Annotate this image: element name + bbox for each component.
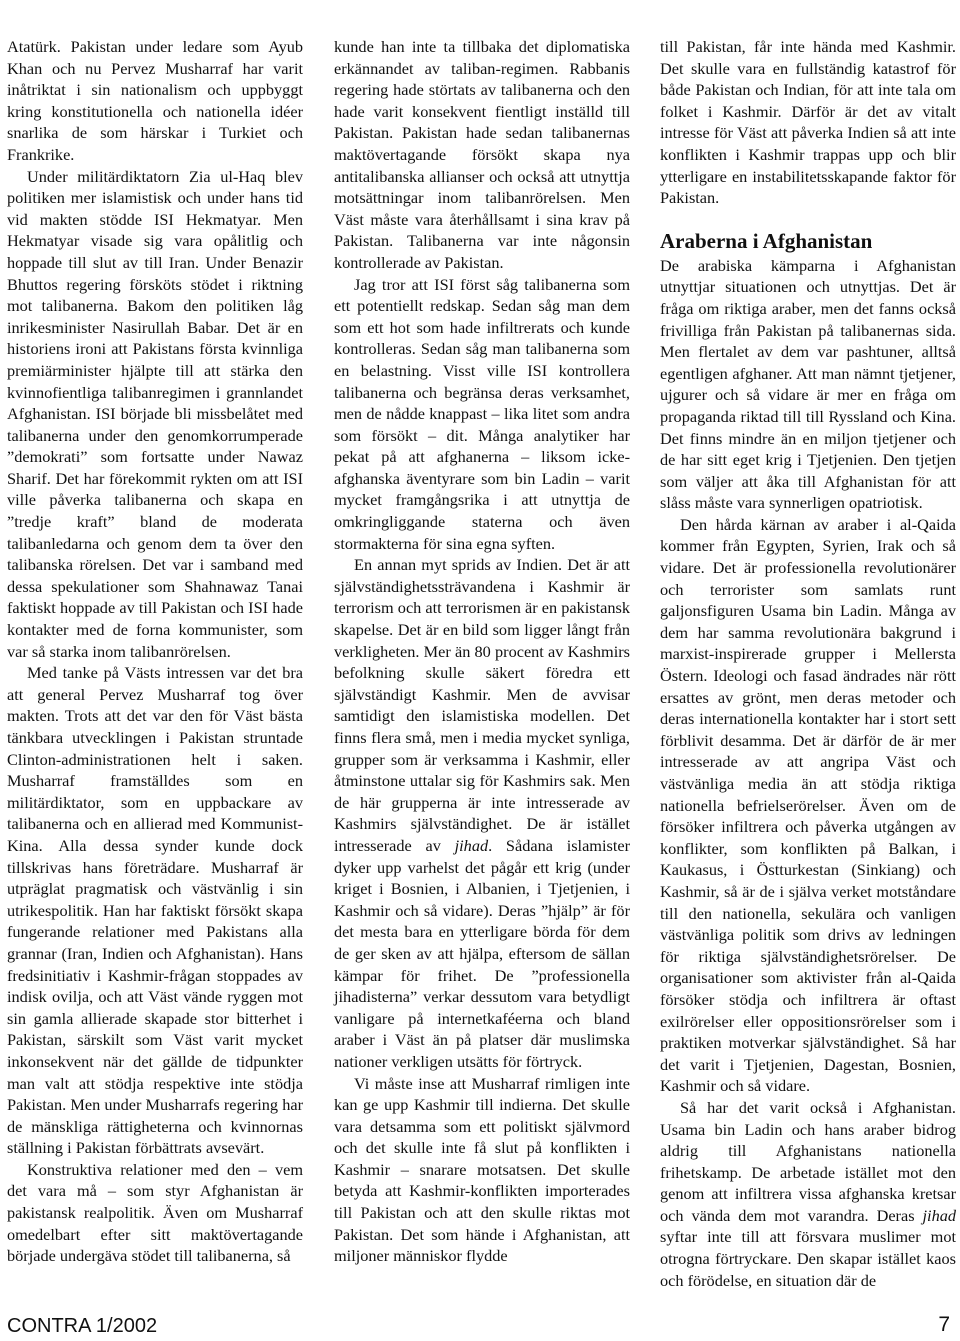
paragraph: kunde han inte ta tillbaka det diplomatiska erkännandet av taliban-regimen. Rabbanis regering hade störtats av talibanerna och den hade varit konsekvent fientligt inställd till Pakistan. Pakistan hade sedan talibanernas maktövertagande försökt skapa nya antitalibanska allianser och också att utnyttja motsättningar inom talibanrörelsen. Men Väst måste vara återhållsamt i sina krav på Pakistan. Talibanerna var inte någonsin kontrollerade av Pakistan. bbox=[334, 37, 630, 272]
paragraph: Under militärdiktatorn Zia ul-Haq blev politiken mer islamistisk och under hans tid vid makten stödde ISI Hekmatyar. Men Hekmatyar visade sig vara opålitlig och hoppade till slut av till Iran. Under Benazir Bhuttos regering försköts stödet i riktning mot talibanerna. Bakom den politiken låg inrikesminister Nasirullah Babar. Det är en historiens ironi att Pakistans första kvinnliga premiärminister hjälpte till att stärka den kvinnofientliga talibanregimen i grannlandet Afghanistan. ISI började bli missbelåtet med talibanerna under den genomkorrumperade ”demokrati” som fortsatte under Nawaz Sharif. Det har förekommit rykten om att ISI ville påverka talibanerna och skapa en ”tredje kraft” bland de moderata talibanledarna och genom dem ta över den talibanska rörelsen. Det var i samband med dessa spekulationer som Shahnawaz Tanai faktiskt hoppade av till Pakistan och ISI hade kontakter med de forna kommunister, som var så starka inom talibanrörelsen. bbox=[7, 166, 303, 661]
paragraph: Atatürk. Pakistan under ledare som Ayub Khan och nu Pervez Musharraf har varit inåtriktat i sin nationalism och uppbyggt kring konstitutionella och nationella idéer snarlika de som härskar i Turkiet och Frankrike. bbox=[7, 37, 303, 164]
text-column-1 bbox=[7, 36, 303, 1267]
paragraph: Så har det varit också i Afghanistan. Usama bin Ladin och hans araber bidrog aldrig till Afghanistans nationella frihetskamp. De arbetade istället mot den genom att infiltrera vissa afghanska kretsar och vända dem mot varandra. Deras jihad syftar inte till att försvara muslimer mot otrogna förtryckare. Den skapar istället kaos och förödelse, en situation där de bbox=[660, 1097, 956, 1290]
paragraph: Den hårda kärnan av araber i al-Qaida kommer från Egypten, Syrien, Irak och så vidare. Det är professionella revolutionärer och terrorister som samlats runt galjonsfiguren Usama bin Ladin. Många av dem har samma revolutionära bakgrund i marxist-inspirerade grupper i Mellersta Östern. Ideologi och fasad ändrades när rött ersattes av grönt, men deras metoder och deras internationella kontakter har i stort sett förblivit desamma. Det är därför de är mer intresserade av att angripa Väst och västvänliga media än att stödja riktiga nationella befrielserörelser. Även om de försöker infiltrera och påverka utgången av konflikter, som konflikten på Balkan, i Kaukasus, i Östturkestan (Sinkiang) och Kashmir, så är de i själva verket motståndare till den nationella, sekulära och vanligen västvänliga politik som drivs av ledningen för riktiga självständighetsrörelser. De organisationer som aktivister från al-Qaida försöker stödja och infiltrera är oftast exilrörelser eller oppositionsrörelser som i praktiken motverkar självständighet. Så har det varit i Tjetjenien, Dagestan, Bosnien, Kashmir och så vidare. bbox=[660, 514, 956, 1096]
paragraph: En annan myt sprids av Indien. Det är att självständighetssträvandena i Kashmir är terrorism och att terrorismen är en pakistansk skapelse. Det är en bild som ligger långt från verkligheten. Mer än 80 procent av Kashmirs befolkning skulle säkert föredra ett självständigt Kashmir. Men de avvisar samtidigt den islamistiska modellen. Det finns flera små, men i media mycket synliga, grupper som är verksamma i Kashmir, eller åtminstone uttalar sig för Kashmirs sak. Men de här grupperna är inte intresserade av Kashmirs självständighet. De är istället intresserade av jihad. Sådana islamister dyker upp varhelst det pågår ett krig (under kriget i Bosnien, i Albanien, i Tjetjenien, i Kashmir och så vidare). Deras ”hjälp” är för det mesta bara en ytterligare börda för dem de ger sken av att hjälpa, eftersom de sällan kämpar för frihet. De ”professionella jihadisterna” verkar dessutom vara betydligt vanligare på internetkaféerna och bland araber i Väst än på platser där muslimska nationer verkligen utsätts för förtryck. bbox=[334, 555, 630, 1071]
paragraph: till Pakistan, får inte hända med Kashmir. Det skulle vara en fullständig katastrof för både Pakistan och Indian, för att inte tala om folket i Kashmir. Därför är det av vitalt intresse för Väst att påverka Indien så att inte konflikten i Kashmir trappas upp och blir ytterligare en instabilitetsskapande faktor för Pakistan. bbox=[660, 37, 956, 208]
paragraph: Jag tror att ISI först såg talibanerna som ett potentiellt redskap. Sedan såg man dem som ett hot som hade infiltrerats och kunde kontrolleras. Sedan såg man talibanerna som en belastning. Visst ville ISI kontrollera talibanerna och begränsa deras verksamhet, men de nådde knappast – lika litet som andra som försökt – dit. Många analytiker har pekat på att afghanerna – liksom icke-afghanska äventyrare som bin Ladin – varit mycket framgångsrika i att utnyttja de omkringliggande staterna och även stormakterna för sina egna syften. bbox=[334, 274, 630, 553]
paragraph: De arabiska kämparna i Afghanistan utnyttjar situationen och utnyttjas. Det är fråga om riktiga araber, men det fanns också frivilliga från Pakistan på talibanernas sida. Men flertalet av dem var pashtuner, alltså egentligen afghaner. Att man nämnt tjetjener, ujgurer och så vidare är mer en fråga om propaganda riktad till till Ryssland och Kina. Det finns mindre än en miljon tjetjener och de har sitt eget krig i Tjetjenien. Den tjetjen som väljer att åka till Afghanistan för att slåss måste vara synnerligen opatriotisk. bbox=[660, 255, 956, 513]
text-column-3 bbox=[660, 36, 956, 1291]
paragraph: Med tanke på Västs intressen var det bra att general Pervez Musharraf tog över makten. Trots att det var den för Väst bästa tänkbara utvecklingen i Pakistan struntade Clinton-administrationen helt i saken. Musharraf framställdes som en militärdiktator, som en uppbackare av talibanerna och en allierad med Kommunist-Kina. Alla dessa synder kunde dock tillskrivas hans företrädare. Musharraf är utpräglat pragmatisk och västvänlig i sin utrikespolitik. Han har faktiskt försökt skapa fungerande relationer med Pakistans alla grannar (Iran, Indien och Afghanistan). Hans fredsinitiativ i Kashmir-frågan stoppades av indisk ovilja, och att Väst vände ryggen mot sin gamla allierade skapade stor bitterhet i Pakistan, särskilt som Väst varit mycket inkonsekvent när det gällde de tidpunkter man valt att stödja respektive inte stödja Pakistan. Men under Musharrafs regering har de mänskliga rättigheterna och kvinnornas ställning i Pakistan förbättrats avsevärt. bbox=[7, 663, 303, 1158]
paragraph: Konstruktiva relationer med den – vem det vara må – som styr Afghanistan är pakistansk realpolitik. Även om Musharraf omedelbart efter sitt maktövertagande började undergäva stödet till talibanerna, så bbox=[7, 1159, 303, 1266]
publication-footer: CONTRA 1/2002 bbox=[7, 1315, 158, 1337]
page-number: 7 bbox=[938, 1313, 950, 1336]
text-column-2 bbox=[334, 36, 630, 1267]
section-heading: Araberna i Afghanistan bbox=[660, 228, 873, 253]
paragraph: Vi måste inse att Musharraf rimligen inte kan ge upp Kashmir till indierna. Det skulle vara detsamma som ett politiskt självmord och det skulle inte få slut på konflikten i Kashmir – snarare motsatsen. Det skulle betyda att Kashmir-konflikten importerades till Pakistan och att den skulle riktas mot Pakistan. Det som hände i Afghanistan, att miljoner människor flydde bbox=[334, 1073, 630, 1266]
